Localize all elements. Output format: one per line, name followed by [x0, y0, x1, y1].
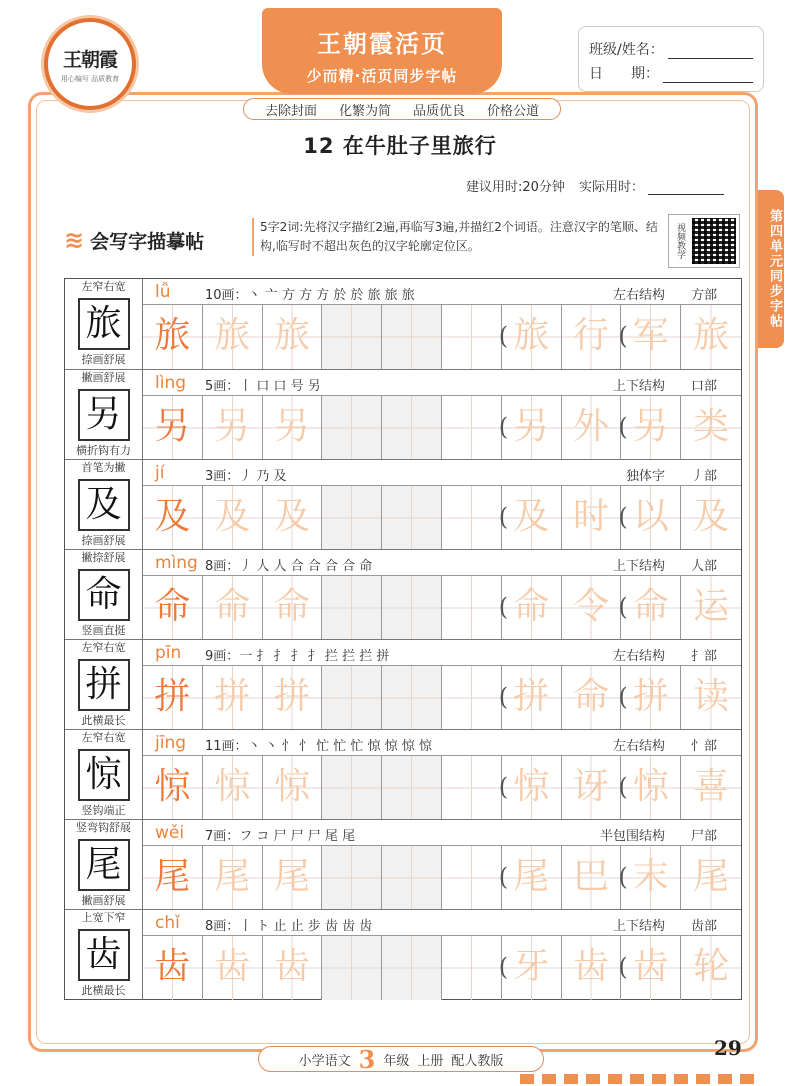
word-trace-char[interactable]: 喜 — [681, 756, 741, 820]
practice-cells — [143, 666, 741, 730]
qr-code-icon — [692, 218, 736, 264]
char-row — [65, 639, 741, 729]
radical: 齿部 — [690, 919, 717, 934]
word-trace-char[interactable]: ( 惊 — [621, 756, 681, 820]
blank-practice-cell[interactable] — [382, 756, 442, 820]
qr-code-block[interactable] — [668, 214, 740, 268]
char-info-line — [143, 820, 741, 846]
footer-term: 上册 — [417, 1053, 444, 1069]
trace-char[interactable]: 尾 — [263, 846, 323, 910]
word-trace-char[interactable]: ( 惊 — [502, 756, 562, 820]
word-trace-char[interactable]: 外 — [562, 396, 622, 460]
char-row — [65, 909, 741, 999]
trace-char[interactable]: 惊 — [263, 756, 323, 820]
model-char: 惊 — [143, 756, 203, 820]
hint-bottom: 撇画舒展 — [81, 894, 126, 907]
stroke-order: 8画：丿 人 人 合 合 合 合 命 — [205, 559, 373, 574]
char-row — [65, 279, 741, 369]
char-label-column — [65, 370, 143, 460]
char-row — [65, 729, 741, 819]
brand-banner — [262, 8, 502, 94]
radical: 忄部 — [690, 739, 717, 754]
model-char: 旅 — [143, 305, 203, 369]
word-trace-char[interactable]: ( 及 — [502, 486, 562, 550]
word-trace-char[interactable]: 尾 — [681, 846, 741, 910]
model-char-box: 拼 — [78, 659, 130, 711]
radical: 方部 — [690, 288, 717, 303]
word-trace-char[interactable]: ( 末 — [621, 846, 681, 910]
char-info-line — [143, 910, 741, 936]
char-label-column — [65, 820, 143, 910]
blank-practice-cell[interactable] — [322, 846, 382, 910]
radical: 丿部 — [690, 469, 717, 484]
stroke-order: 5画：丨 口 口 号 另 — [205, 379, 321, 394]
blank-practice-cell[interactable] — [322, 396, 382, 460]
blank-practice-cell[interactable] — [382, 396, 442, 460]
word-trace-char[interactable]: ( 命 — [621, 576, 681, 640]
blank-practice-cell[interactable] — [382, 486, 442, 550]
pinyin: mìng — [155, 553, 198, 573]
char-info-line — [143, 279, 741, 305]
blank-practice-cell[interactable] — [442, 576, 502, 640]
char-label-column — [65, 550, 143, 640]
pinyin: jīng — [155, 733, 187, 753]
structure: 左右结构 — [612, 739, 665, 754]
practice-cells — [143, 305, 741, 369]
blank-practice-cell[interactable] — [382, 305, 442, 369]
blank-practice-cell[interactable] — [442, 305, 502, 369]
structure: 左右结构 — [612, 649, 665, 664]
word-trace-char[interactable]: 令 — [562, 576, 622, 640]
char-row — [65, 819, 741, 909]
trace-char[interactable]: 另 — [203, 396, 263, 460]
wave-icon: ≋ — [64, 226, 85, 254]
word-trace-char[interactable]: ( 拼 — [621, 666, 681, 730]
date-line — [589, 59, 753, 83]
blank-practice-cell[interactable] — [322, 305, 382, 369]
hint-top: 左窄右宽 — [81, 280, 126, 293]
word-trace-char[interactable]: 读 — [681, 666, 741, 730]
date-field[interactable] — [663, 67, 753, 83]
stroke-order: 9画：一 扌 扌 扌 扌 拦 拦 拦 拼 — [205, 649, 390, 664]
word-trace-char[interactable]: 齿 — [562, 936, 622, 1000]
student-info-box — [578, 26, 764, 92]
qr-label: 视频教学 — [675, 223, 685, 259]
hint-top: 左窄右宽 — [81, 641, 126, 654]
char-label-column — [65, 910, 143, 1000]
brand-subtitle: 少而精·活页同步字帖 — [306, 67, 458, 85]
practice-cells — [143, 396, 741, 460]
char-row — [65, 459, 741, 549]
practice-cells — [143, 576, 741, 640]
pinyin: lǚ — [155, 282, 171, 302]
blank-practice-cell[interactable] — [442, 756, 502, 820]
char-info-line — [143, 730, 741, 756]
word-trace-char[interactable]: ( 命 — [502, 576, 562, 640]
slogan-item: 化繁为简 — [338, 103, 391, 119]
slogan-item: 价格公道 — [486, 103, 539, 119]
pinyin: jí — [155, 463, 165, 483]
footer-edition: 配人教版 — [451, 1053, 504, 1069]
model-char: 及 — [143, 486, 203, 550]
word-trace-char[interactable]: 行 — [562, 305, 622, 369]
trace-char[interactable]: 拼 — [203, 666, 263, 730]
char-label-column — [65, 279, 143, 369]
radical: 扌部 — [690, 649, 717, 664]
word-trace-char[interactable]: ( 齿 — [621, 936, 681, 1000]
blank-practice-cell[interactable] — [382, 576, 442, 640]
hint-top: 上宽下窄 — [81, 911, 126, 924]
char-info-line — [143, 550, 741, 576]
hint-bottom: 此横最长 — [81, 714, 126, 727]
char-label-column — [65, 640, 143, 730]
model-char: 命 — [143, 576, 203, 640]
blank-practice-cell[interactable] — [322, 576, 382, 640]
trace-char[interactable]: 齿 — [263, 936, 323, 1000]
blank-practice-cell[interactable] — [382, 846, 442, 910]
word-trace-char[interactable]: ( 以 — [621, 486, 681, 550]
suggested-time: 建议用时:20分钟 — [466, 180, 565, 195]
char-label-column — [65, 460, 143, 550]
practice-cells — [143, 486, 741, 550]
word-trace-char[interactable]: ( 拼 — [502, 666, 562, 730]
trace-char[interactable]: 惊 — [203, 756, 263, 820]
model-char-box: 尾 — [78, 839, 130, 891]
pinyin: lìng — [155, 373, 187, 393]
model-char-box: 旅 — [78, 298, 130, 350]
radical: 口部 — [690, 379, 717, 394]
trace-char[interactable]: 命 — [203, 576, 263, 640]
hint-top: 左窄右宽 — [81, 731, 126, 744]
structure: 半包围结构 — [599, 829, 665, 844]
practice-cells — [143, 846, 741, 910]
model-char-box: 另 — [78, 389, 130, 441]
footer-decoration — [520, 1074, 760, 1084]
blank-practice-cell[interactable] — [442, 936, 502, 1000]
stroke-order: 8画：丨 ト 止 止 步 齿 齿 齿 — [205, 919, 373, 934]
footer-bar — [258, 1046, 544, 1072]
slogan-item: 品质优良 — [412, 103, 465, 119]
trace-char[interactable]: 旅 — [263, 305, 323, 369]
word-trace-char[interactable]: 命 — [562, 666, 622, 730]
page-number: 29 — [714, 1036, 742, 1060]
word-trace-char[interactable]: 巴 — [562, 846, 622, 910]
model-char: 齿 — [143, 936, 203, 1000]
blank-practice-cell[interactable] — [442, 396, 502, 460]
trace-char[interactable]: 命 — [263, 576, 323, 640]
actual-time-field[interactable] — [648, 181, 724, 195]
word-trace-char[interactable]: 轮 — [681, 936, 741, 1000]
model-char: 尾 — [143, 846, 203, 910]
section-header — [64, 226, 204, 254]
class-name-line — [589, 35, 753, 59]
word-trace-char[interactable]: 时 — [562, 486, 622, 550]
hint-bottom: 捺画舒展 — [81, 353, 126, 366]
radical: 人部 — [690, 559, 717, 574]
hint-bottom: 横折钩有力 — [76, 444, 131, 457]
char-label-column — [65, 730, 143, 820]
char-row — [65, 369, 741, 459]
trace-char[interactable]: 及 — [263, 486, 323, 550]
pinyin: chǐ — [155, 913, 180, 933]
brand-title: 王朝霞活页 — [317, 29, 447, 58]
trace-char[interactable]: 另 — [263, 396, 323, 460]
trace-char[interactable]: 及 — [203, 486, 263, 550]
structure: 左右结构 — [612, 288, 665, 303]
slogan-item: 去除封面 — [264, 103, 317, 119]
stroke-order: 11画：丶 丶 忄 忄 忙 忙 忙 惊 惊 惊 惊 — [205, 739, 432, 754]
char-info-line — [143, 640, 741, 666]
class-name-label: 班级/姓名： — [589, 42, 664, 58]
hint-top: 首笔为撇 — [81, 461, 126, 474]
blank-practice-cell[interactable] — [322, 486, 382, 550]
logo-name: 王朝霞 — [62, 48, 117, 71]
blank-practice-cell[interactable] — [442, 846, 502, 910]
class-name-field[interactable] — [668, 43, 753, 59]
radical: 尸部 — [690, 829, 717, 844]
blank-practice-cell[interactable] — [382, 936, 442, 1000]
word-trace-char[interactable]: ( 牙 — [502, 936, 562, 1000]
blank-practice-cell[interactable] — [442, 666, 502, 730]
section-instructions: 5字2词:先将汉字描红2遍,再临写3遍,并描红2个词语。注意汉字的笔顺、结构,临写时不超出灰色的汉字轮廓定位区。 — [252, 218, 672, 256]
char-row — [65, 549, 741, 639]
word-trace-char[interactable]: ( 另 — [502, 396, 562, 460]
word-trace-char[interactable]: ( 另 — [621, 396, 681, 460]
pinyin: wěi — [155, 823, 185, 843]
blank-practice-cell[interactable] — [322, 936, 382, 1000]
structure: 上下结构 — [612, 379, 665, 394]
stroke-order: 10画：丶 亠 方 方 方 於 於 旅 旅 旅 — [205, 288, 415, 303]
char-info-line — [143, 370, 741, 396]
hint-bottom: 竖钩端正 — [81, 804, 126, 817]
footer-grade-unit: 年级 — [383, 1053, 410, 1069]
trace-char[interactable]: 尾 — [203, 846, 263, 910]
footer-subject: 小学语文 — [298, 1053, 351, 1069]
model-char-box: 齿 — [78, 929, 130, 981]
hint-top: 撇画舒展 — [81, 371, 126, 384]
blank-practice-cell[interactable] — [382, 666, 442, 730]
word-trace-char[interactable]: ( 军 — [621, 305, 681, 369]
date-label: 日 期： — [589, 66, 659, 82]
structure: 上下结构 — [612, 919, 665, 934]
practice-table — [64, 278, 742, 1000]
word-trace-char[interactable]: 类 — [681, 396, 741, 460]
logo-tagline: 用心编写 品质教育 — [60, 74, 120, 83]
hint-top: 竖弯钩舒展 — [76, 821, 131, 834]
model-char: 拼 — [143, 666, 203, 730]
blank-practice-cell[interactable] — [322, 666, 382, 730]
lesson-title: 12 在牛肚子里旅行 — [303, 134, 497, 158]
section-title: 会写字描摹帖 — [90, 230, 205, 253]
footer-grade: 3 — [358, 1044, 376, 1074]
word-trace-char[interactable]: ( 旅 — [502, 305, 562, 369]
structure: 上下结构 — [612, 559, 665, 574]
char-info-line — [143, 460, 741, 486]
practice-cells — [143, 756, 741, 820]
hint-bottom: 竖画直挺 — [81, 624, 126, 637]
unit-side-tab: 第四单元同步字帖 — [758, 190, 784, 348]
trace-char[interactable]: 拼 — [263, 666, 323, 730]
blank-practice-cell[interactable] — [442, 486, 502, 550]
stroke-order: 3画：丿 乃 及 — [205, 469, 287, 484]
pinyin: pīn — [155, 643, 182, 663]
structure: 独体字 — [625, 469, 665, 484]
trace-char[interactable]: 齿 — [203, 936, 263, 1000]
word-trace-char[interactable]: ( 尾 — [502, 846, 562, 910]
stroke-order: 7画：フ コ 尸 尸 尸 尾 尾 — [205, 829, 356, 844]
time-line — [466, 176, 724, 195]
word-trace-char[interactable]: 及 — [681, 486, 741, 550]
slogan-bar — [243, 98, 561, 120]
hint-bottom: 此横最长 — [81, 984, 126, 997]
hint-bottom: 捺画舒展 — [81, 534, 126, 547]
practice-cells — [143, 936, 741, 1000]
trace-char[interactable]: 旅 — [203, 305, 263, 369]
hint-top: 撇捺舒展 — [81, 551, 126, 564]
word-trace-char[interactable]: 旅 — [681, 305, 741, 369]
brand-logo — [44, 18, 136, 110]
actual-time-label: 实际用时： — [578, 180, 644, 195]
blank-practice-cell[interactable] — [322, 756, 382, 820]
word-trace-char[interactable]: 运 — [681, 576, 741, 640]
model-char-box: 命 — [78, 569, 130, 621]
model-char-box: 惊 — [78, 749, 130, 801]
model-char: 另 — [143, 396, 203, 460]
word-trace-char[interactable]: 讶 — [562, 756, 622, 820]
model-char-box: 及 — [78, 479, 130, 531]
